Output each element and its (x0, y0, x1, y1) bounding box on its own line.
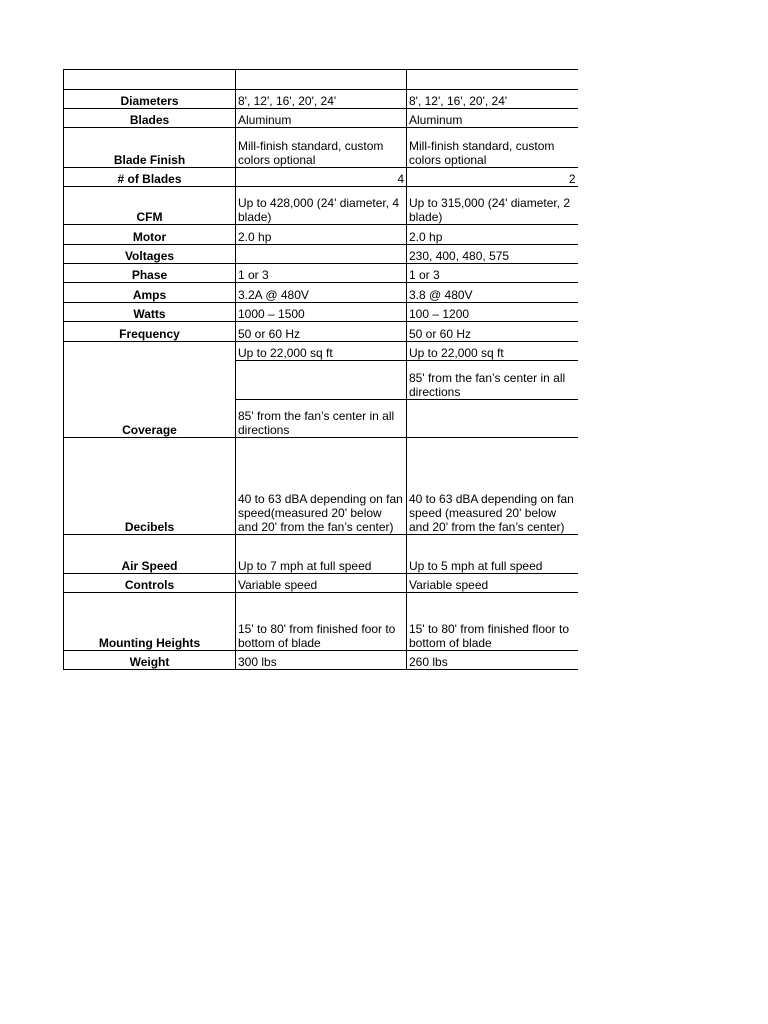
cell-controls-b: Variable speed (407, 574, 578, 593)
cell-motor-b: 2.0 hp (407, 225, 578, 245)
table-row (64, 187, 578, 225)
row-label-motor: Motor (64, 225, 236, 245)
row-label-weight: Weight (64, 651, 236, 670)
cell-coverage-b2: 85' from the fan’s center in all directions (407, 361, 578, 400)
cell-weight-b: 260 lbs (407, 651, 578, 670)
table-row (64, 438, 578, 535)
cell-blades-b: Aluminum (407, 109, 578, 128)
header-cell (64, 70, 236, 90)
row-label-controls: Controls (64, 574, 236, 593)
cell-blade-finish-b: Mill-finish standard, custom colors optional (407, 128, 578, 168)
cell-diameters-a: 8', 12', 16', 20', 24' (236, 90, 407, 109)
row-label-frequency: Frequency (64, 322, 236, 342)
cell-cfm-b: Up to 315,000 (24' diameter, 2 blade) (407, 187, 578, 225)
cell-coverage-a3: 85' from the fan’s center in all directions (236, 400, 407, 438)
table-row (64, 574, 578, 593)
row-label-coverage: Coverage (64, 342, 236, 438)
cell-watts-b: 100 – 1200 (407, 303, 578, 322)
cell-mounting-heights-b: 15' to 80' from finished floor to bottom of blade (407, 593, 578, 651)
table-row (64, 128, 578, 168)
row-label-air-speed: Air Speed (64, 535, 236, 574)
cell-amps-a: 3.2A @ 480V (236, 283, 407, 303)
row-label-amps: Amps (64, 283, 236, 303)
cell-voltages-b: 230, 400, 480, 575 (407, 245, 578, 264)
table-row (64, 303, 578, 322)
cell-blades-a: Aluminum (236, 109, 407, 128)
table-row (64, 245, 578, 264)
cell-coverage-a1: Up to 22,000 sq ft (236, 342, 407, 361)
header-cell (236, 70, 407, 90)
cell-weight-a: 300 lbs (236, 651, 407, 670)
table-row (64, 342, 578, 361)
row-label-decibels: Decibels (64, 438, 236, 535)
table-row (64, 283, 578, 303)
cell-phase-a: 1 or 3 (236, 264, 407, 283)
cell-num-blades-b: 2 (407, 168, 578, 187)
table-row (64, 593, 578, 651)
table-row (64, 225, 578, 245)
cell-motor-a: 2.0 hp (236, 225, 407, 245)
cell-amps-b: 3.8 @ 480V (407, 283, 578, 303)
row-label-mounting-heights: Mounting Heights (64, 593, 236, 651)
cell-frequency-a: 50 or 60 Hz (236, 322, 407, 342)
cell-num-blades-a: 4 (236, 168, 407, 187)
cell-diameters-b: 8', 12', 16', 20', 24' (407, 90, 578, 109)
cell-voltages-a (236, 245, 407, 264)
table-row (64, 651, 578, 670)
spec-table (63, 69, 578, 670)
cell-coverage-b3 (407, 400, 578, 438)
table-row (64, 322, 578, 342)
cell-air-speed-a: Up to 7 mph at full speed (236, 535, 407, 574)
table-row (64, 168, 578, 187)
table-row (64, 109, 578, 128)
cell-decibels-b: 40 to 63 dBA depending on fan speed (measured 20' below and 20' from the fan’s center) (407, 438, 578, 535)
cell-phase-b: 1 or 3 (407, 264, 578, 283)
cell-coverage-b1: Up to 22,000 sq ft (407, 342, 578, 361)
cell-watts-a: 1000 – 1500 (236, 303, 407, 322)
row-label-voltages: Voltages (64, 245, 236, 264)
cell-decibels-a: 40 to 63 dBA depending on fan speed(measured 20' below and 20' from the fan’s center) (236, 438, 407, 535)
row-label-diameters: Diameters (64, 90, 236, 109)
row-label-cfm: CFM (64, 187, 236, 225)
cell-blade-finish-a: Mill-finish standard, custom colors optional (236, 128, 407, 168)
cell-air-speed-b: Up to 5 mph at full speed (407, 535, 578, 574)
header-cell (407, 70, 578, 90)
row-label-num-blades: # of Blades (64, 168, 236, 187)
table-row (64, 90, 578, 109)
cell-controls-a: Variable speed (236, 574, 407, 593)
row-label-phase: Phase (64, 264, 236, 283)
row-label-blade-finish: Blade Finish (64, 128, 236, 168)
row-label-watts: Watts (64, 303, 236, 322)
cell-frequency-b: 50 or 60 Hz (407, 322, 578, 342)
row-label-blades: Blades (64, 109, 236, 128)
cell-coverage-a2 (236, 361, 407, 400)
table-row (64, 535, 578, 574)
table-row (64, 264, 578, 283)
cell-cfm-a: Up to 428,000 (24' diameter, 4 blade) (236, 187, 407, 225)
cell-mounting-heights-a: 15' to 80' from finished foor to bottom of blade (236, 593, 407, 651)
table-header-row (64, 70, 578, 90)
